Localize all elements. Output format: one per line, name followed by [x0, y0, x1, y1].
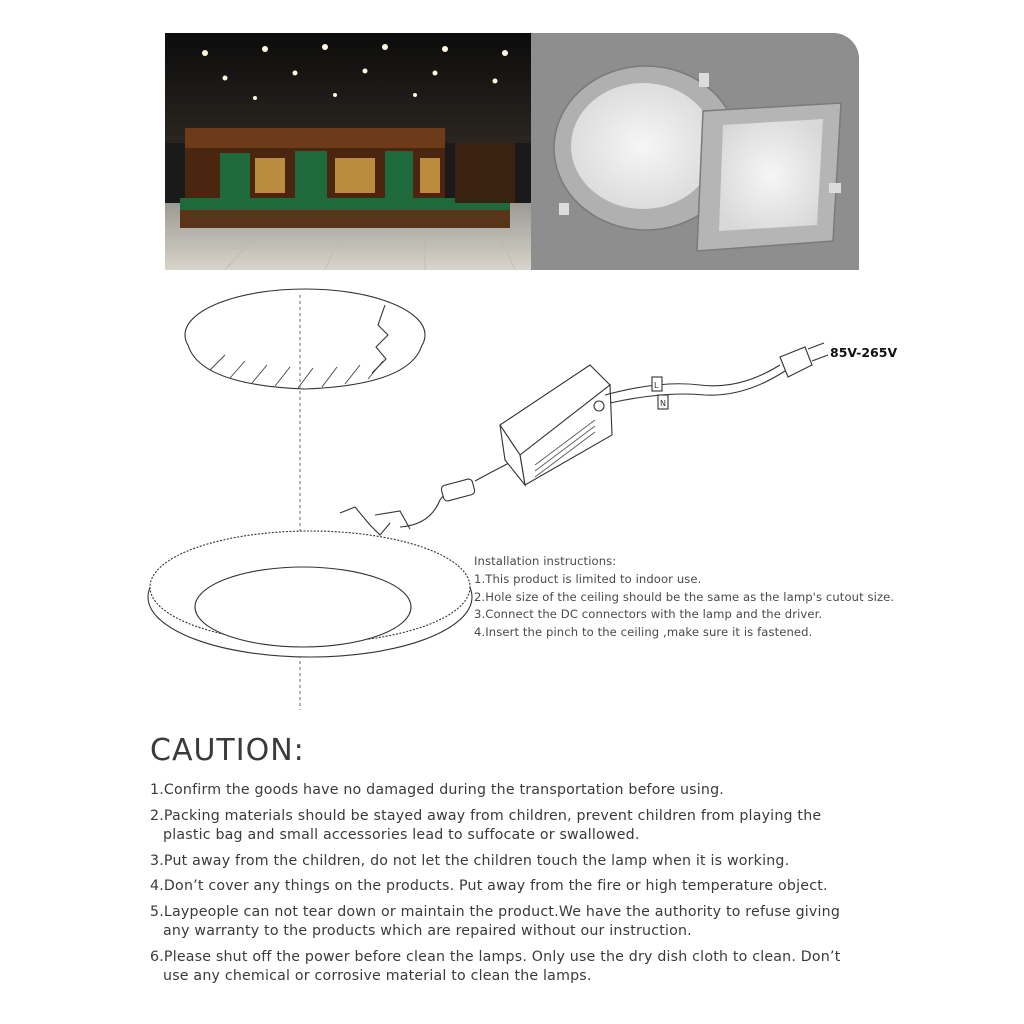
installation-step: 3.Connect the DC connectors with the lamp and the driver. — [474, 607, 823, 622]
caution-item-line: 4.Don’t cover any things on the products. Put away from the fire or high temperature object. — [150, 878, 828, 894]
caution-item-line: 6.Please shut off the power before clean the lamps. Only use the dry dish cloth to clean. Don’t — [150, 948, 841, 965]
caution-item-continuation: use any chemical or corrosive material to clean the lamps. — [163, 968, 592, 984]
caution-item-continuation: any warranty to the products which are repaired without our instruction. — [163, 923, 692, 939]
caution-item-line: 2.Packing materials should be stayed away from children, prevent children from playing the — [150, 807, 822, 824]
plug-l-label: L — [654, 381, 659, 390]
installation-heading: Installation instructions: — [474, 554, 617, 568]
voltage-label: 85V-265V — [830, 345, 898, 360]
caution-item — [150, 781, 910, 801]
caution-item — [150, 948, 910, 987]
caution-title: CAUTION: — [150, 733, 305, 768]
installation-step: 2.Hole size of the ceiling should be the same as the lamp's cutout size. — [474, 589, 895, 604]
caution-item — [150, 903, 910, 942]
panel-lights-photo — [531, 33, 859, 270]
store-interior-photo — [165, 33, 531, 270]
caution-item-line: 1.Confirm the goods have no damaged during the transportation before using. — [150, 782, 725, 798]
caution-item-line: 3.Put away from the children, do not let the children touch the lamp when it is working. — [150, 852, 790, 869]
caution-item-continuation: plastic bag and small accessories lead to suffocate or swallowed. — [163, 827, 640, 843]
caution-item — [150, 852, 910, 872]
caution-item — [150, 877, 910, 897]
installation-instructions — [474, 553, 924, 642]
caution-item-line: 5.Laypeople can not tear down or maintain the product.We have the authority to refuse giving — [150, 903, 841, 920]
plug-n-label: N — [660, 399, 666, 408]
caution-list — [150, 781, 910, 993]
caution-item — [150, 807, 910, 846]
installation-step: 1.This product is limited to indoor use. — [474, 571, 702, 586]
installation-diagram — [140, 285, 920, 715]
installation-step: 4.Insert the pinch to the ceiling ,make sure it is fastened. — [474, 625, 813, 640]
